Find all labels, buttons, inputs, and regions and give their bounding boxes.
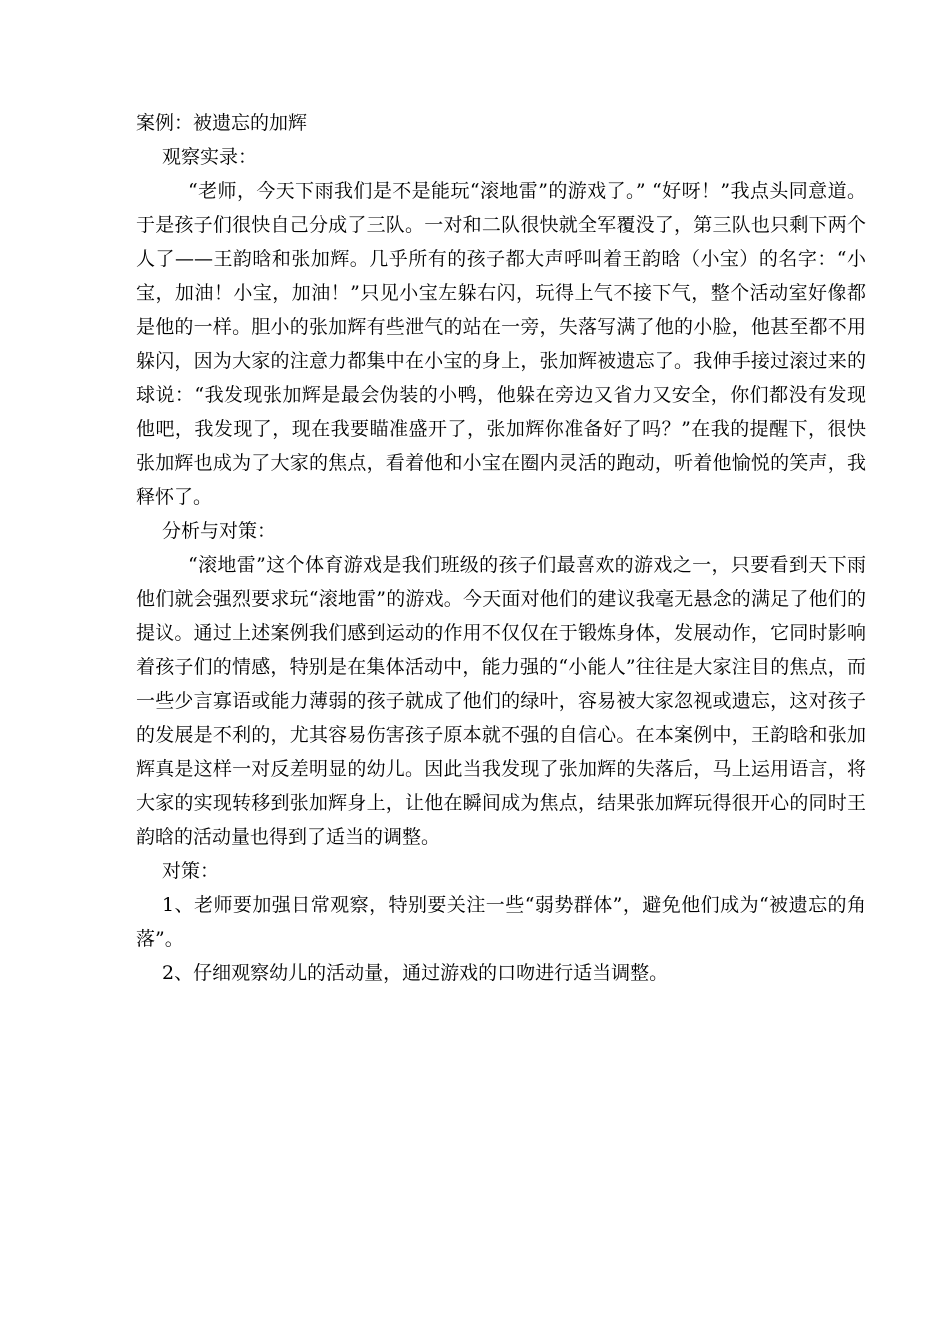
document-body — [136, 106, 866, 990]
analysis-paragraph: “滚地雷”这个体育游戏是我们班级的孩子们最喜欢的游戏之一，只要看到天下雨他们就会强烈要求玩“滚地雷”的游戏。今天面对他们的建议我毫无悬念的满足了他们的提议。通过上述案例我们感到运动的作用不仅仅在于锻炼身体，发展动作，它同时影响着孩子们的情感，特别是在集体活动中，能力强的“小能人”往往是大家注目的焦点，而一些少言寡语或能力薄弱的孩子就成了他们的绿叶，容易被大家忽视或遗忘，这对孩子的发展是不利的，尤其容易伤害孩子原本就不强的自信心。在本案例中，王韵晗和张加辉真是这样一对反差明显的幼儿。因此当我发现了张加辉的失落后，马上运用语言，将大家的实现转移到张加辉身上，让他在瞬间成为焦点，结果张加辉玩得很开心的同时王韵晗的活动量也得到了适当的调整。 — [136, 554, 866, 848]
strategy-item-1: 1、老师要加强日常观察，特别要关注一些“弱势群体”，避免他们成为“被遗忘的角落”。 — [136, 894, 866, 950]
analysis-heading: 分析与对策： — [162, 520, 277, 542]
observation-heading: 观察实录： — [162, 146, 258, 168]
strategy-heading: 对策： — [162, 860, 220, 882]
observation-paragraph: “老师，今天下雨我们是不是能玩“滚地雷”的游戏了。” “好呀！”我点头同意道。于是孩子们很快自己分成了三队。一对和二队很快就全军覆没了，第三队也只剩下两个人了——王韵晗和张加辉。几乎所有的孩子都大声呼叫着王韵晗（小宝）的名字：“小宝，加油！小宝，加油！”只见小宝左躲右闪，玩得上气不接下气，整个活动室好像都是他的一样。胆小的张加辉有些泄气的站在一旁，失落写满了他的小脸，他甚至都不用躲闪，因为大家的注意力都集中在小宝的身上，张加辉被遗忘了。我伸手接过滚过来的球说：“我发现张加辉是最会伪装的小鸭，他躲在旁边又省力又安全，你们都没有发现他吧，我发现了，现在我要瞄准盛开了，张加辉你准备好了吗？”在我的提醒下，很快张加辉也成为了大家的焦点，看着他和小宝在圈内灵活的跑动，听着他愉悦的笑声，我释怀了。 — [136, 180, 866, 508]
strategy-item-2: 2、仔细观察幼儿的活动量，通过游戏的口吻进行适当调整。 — [162, 962, 669, 984]
case-title: 案例：被遗忘的加辉 — [136, 112, 308, 134]
